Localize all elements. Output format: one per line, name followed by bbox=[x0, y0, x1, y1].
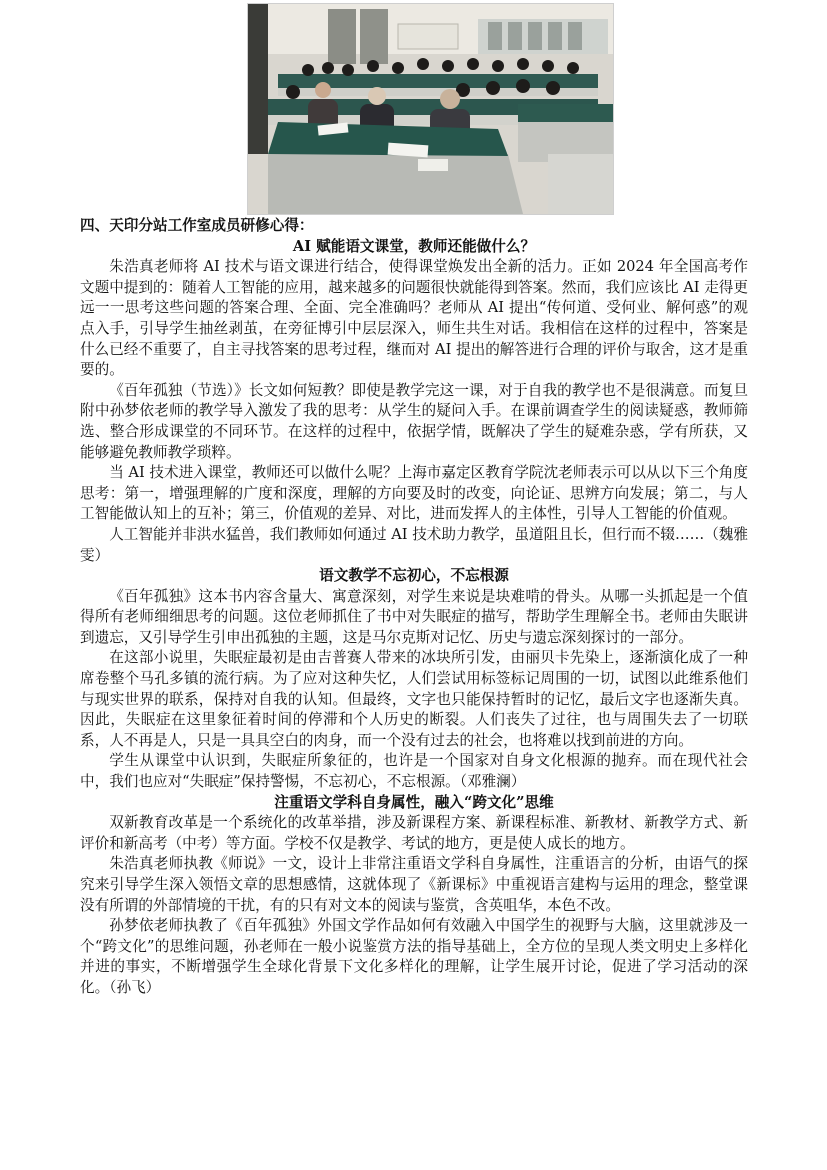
article-paragraph: 学生从课堂中认识到，失眠症所象征的，也许是一个国家对自身文化根源的抛弃。而在现代社会中，我们也应对“失眠症”保持警惕，不忘初心，不忘根源。（邓雅澜） bbox=[80, 752, 748, 791]
article-paragraph: 《百年孤独（节选）》长文如何短教？即使是教学完这一课，对于自我的教学也不是很满意。而复旦附中孙梦依老师的教学导入激发了我的思考：从学生的疑问入手。在课前调查学生的阅读疑惑，教师筛选、整合形成课堂的不同环节。在这样的过程中，依据学情，既解决了学生的疑难杂惑，学有所获，又能够避免教师教学琐粹。 bbox=[80, 381, 748, 461]
article-paragraph: 《百年孤独》这本书内容含量大、寓意深刻，对学生来说是块难啃的骨头。从哪一头抓起是一个值得所有老师细细思考的问题。这位老师抓住了书中对失眠症的描写，帮助学生理解全书。老师由失眠讲到遗忘，又引导学生引申出孤独的主题，这是马尔克斯对记忆、历史与遗忘深刻探讨的一部分。 bbox=[80, 587, 748, 646]
section-heading: 四、天印分站工作室成员研修心得： bbox=[80, 217, 314, 234]
article-paragraph: 人工智能并非洪水猛兽，我们教师如何通过 AI 技术助力教学，虽道阻且长，但行而不辍……（魏雅雯） bbox=[80, 525, 748, 564]
classroom-photo bbox=[247, 3, 614, 215]
article-title: 注重语文学科自身属性，融入“跨文化”思维 bbox=[274, 793, 554, 811]
article-title: AI 赋能语文课堂，教师还能做什么？ bbox=[292, 237, 536, 255]
article-paragraph: 双新教育改革是一个系统化的改革举措，涉及新课程方案、新课程标准、新教材、新教学方式、新评价和新高考（中考）等方面。学校不仅是教学、考试的地方，更是使人成长的地方。 bbox=[80, 814, 748, 852]
article-title: 语文教学不忘初心，不忘根源 bbox=[319, 567, 509, 585]
report-content bbox=[80, 216, 748, 999]
article-paragraph: 朱浩真老师将 AI 技术与语文课进行结合，使得课堂焕发出全新的活力。正如 2024 年全国高考作文题中提到的：随着人工智能的应用，越来越多的问题很快就能得到答案。然而，我们应该比 AI 走得更远一一思考这些问题的答案合理、全面、完全准确吗？老师从 AI 提出“传何道、受何业、解何惑”的观点入手，引导学生抽丝剥茧，在旁征博引中层层深入，师生共生对话。我相信在这样的过程中，答案是什么已经不重要了，自主寻找答案的思考过程，继而对 AI 提出的解答进行合理的评价与取舍，这才是重要的。 bbox=[80, 258, 748, 379]
article-paragraph: 当 AI 技术进入课堂，教师还可以做什么呢？上海市嘉定区教育学院沈老师表示可以从以下三个角度思考：第一，增强理解的广度和深度，理解的方向要及时的改变，向论证、思辨方向发展；第二，与人工智能做认知上的互补；第三，价值观的差异、对比，进而发挥人的主体性，引导人工智能的价值观。 bbox=[80, 464, 748, 523]
article-paragraph: 孙梦依老师执教了《百年孤独》外国文学作品如何有效融入中国学生的视野与大脑，这里就涉及一个“跨文化”的思维问题，孙老师在一般小说鉴赏方法的指导基础上，全方位的呈现人类文明史上多样化并进的事实，不断增强学生全球化背景下文化多样化的理解，让学生展开讨论，促进了学习活动的深化。（孙飞） bbox=[80, 917, 748, 996]
classroom-photo-illustration bbox=[248, 4, 613, 214]
article-paragraph: 在这部小说里，失眠症最初是由吉普赛人带来的冰块所引发，由丽贝卡先染上，逐渐演化成了一种席卷整个马孔多镇的流行病。为了应对这种失忆，人们尝试用标签标记周围的一切，试图以此维系他们与现实世界的联系，保持对自我的认知。但最终，文字也只能保持暂时的记忆，最后文字也逐渐失真。因此，失眠症在这里象征着时间的停滞和个人历史的断裂。人们丧失了过往，也与周围失去了一切联系，人不再是人，只是一具具空白的肉身，而一个没有过去的社会，也将难以找到前进的方向。 bbox=[80, 649, 748, 749]
article-paragraph: 朱浩真老师执教《师说》一文，设计上非常注重语文学科自身属性，注重语言的分析，由语气的探究来引导学生深入领悟文章的思想感情，这就体现了《新课标》中重视语言建构与运用的理念，整堂课没有所谓的外部情境的干扰，有的只有对文本的阅读与鉴赏，含英咀华，本色不改。 bbox=[80, 855, 748, 914]
